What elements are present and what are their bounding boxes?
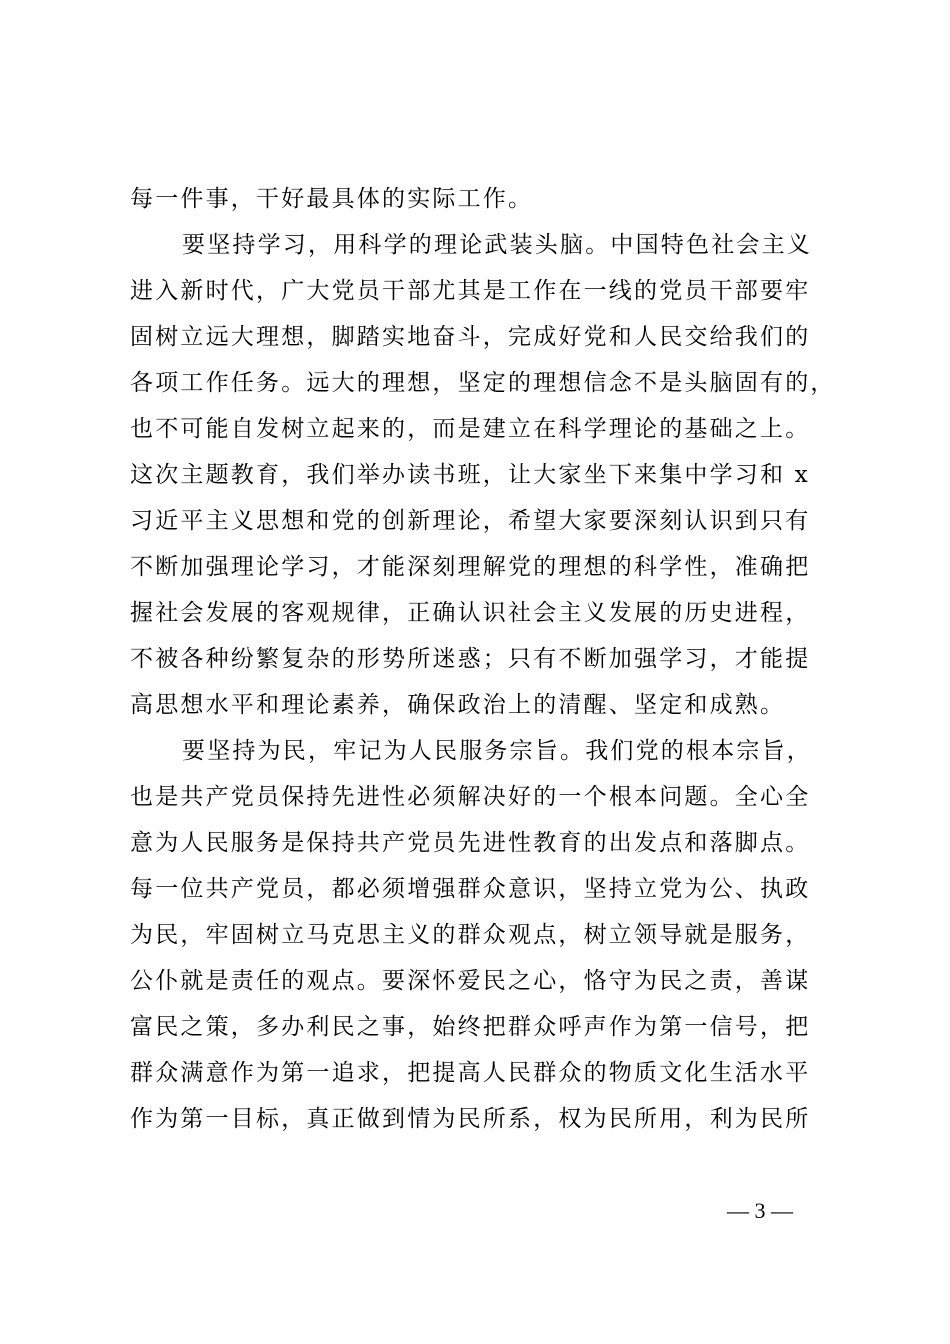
text-line: 群众满意作为第一追求，把提高人民群众的物质文化生活水平: [130, 1060, 811, 1086]
text-line: 作为第一目标，真正做到情为民所系，权为民所用，利为民所: [130, 1106, 811, 1132]
text-line: 各项工作任务。远大的理想，坚定的理想信念不是头脑固有的，: [130, 370, 836, 396]
text-line: 也是共产党员保持先进性必须解决好的一个根本问题。全心全: [130, 784, 811, 810]
paragraph-start-line: 要坚持为民，牢记为人民服务宗旨。我们党的根本宗旨，: [182, 738, 812, 764]
paragraph-start-line: 要坚持学习，用科学的理论武装头脑。中国特色社会主义: [182, 232, 812, 258]
text-line: 为民，牢固树立马克思主义的群众观点，树立领导就是服务，: [130, 922, 811, 948]
text-line: 公仆就是责任的观点。要深怀爱民之心，恪守为民之责，善谋: [130, 968, 811, 994]
text-line: 这次主题教育，我们举办读书班，让大家坐下来集中学习和 x: [130, 462, 810, 488]
text-line: 不被各种纷繁复杂的形势所迷惑；只有不断加强学习，才能提: [130, 646, 811, 672]
text-line: 富民之策，多办利民之事，始终把群众呼声作为第一信号，把: [130, 1014, 811, 1040]
text-line: 固树立远大理想，脚踏实地奋斗，完成好党和人民交给我们的: [130, 324, 811, 350]
text-line: 意为人民服务是保持共产党员先进性教育的出发点和落脚点。: [130, 830, 811, 856]
text-line: 也不可能自发树立起来的，而是建立在科学理论的基础之上。: [130, 416, 811, 442]
page-number: — 3 —: [727, 1198, 793, 1223]
text-line: 习近平主义思想和党的创新理论，希望大家要深刻认识到只有: [130, 508, 811, 534]
text-line: 不断加强理论学习，才能深刻理解党的理想的科学性，准确把: [130, 554, 811, 580]
text-line: 每一位共产党员，都必须增强群众意识，坚持立党为公、执政: [130, 876, 811, 902]
text-line: 每一件事，干好最具体的实际工作。: [130, 186, 534, 212]
text-line: 进入新时代，广大党员干部尤其是工作在一线的党员干部要牢: [130, 278, 811, 304]
text-line: 握社会发展的客观规律，正确认识社会主义发展的历史进程，: [130, 600, 811, 626]
text-line: 高思想水平和理论素养，确保政治上的清醒、坚定和成熟。: [130, 692, 786, 718]
body-text: [130, 176, 840, 1142]
